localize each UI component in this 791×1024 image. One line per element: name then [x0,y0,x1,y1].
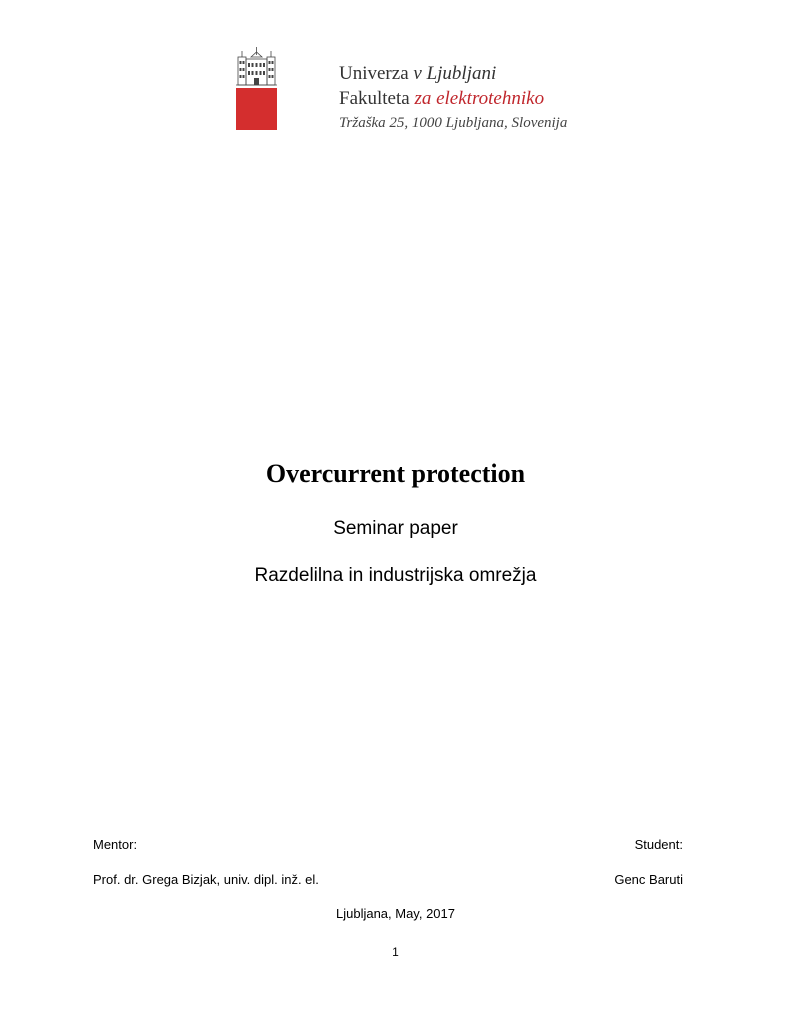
document-title: Overcurrent protection [265,459,526,488]
document-subtitle: Seminar paper [333,518,458,539]
faculty-address: Tržaška 25, 1000 Ljubljana, Slovenija [339,115,568,131]
university-name: Univerza v Ljubljani [339,63,497,84]
university-logo [236,47,277,130]
student-label: Student: [634,837,683,852]
mentor-label: Mentor: [93,837,138,852]
faculty-name: Fakulteta za elektrotehniko [339,88,545,109]
page-number: 1 [392,945,399,959]
course-name: Razdelilna in industrijska omrežja [254,565,537,586]
place-date: Ljubljana, May, 2017 [335,906,455,921]
student-name: Genc Baruti [614,872,683,887]
mentor-name: Prof. dr. Grega Bizjak, univ. dipl. inž. el. [93,872,319,887]
